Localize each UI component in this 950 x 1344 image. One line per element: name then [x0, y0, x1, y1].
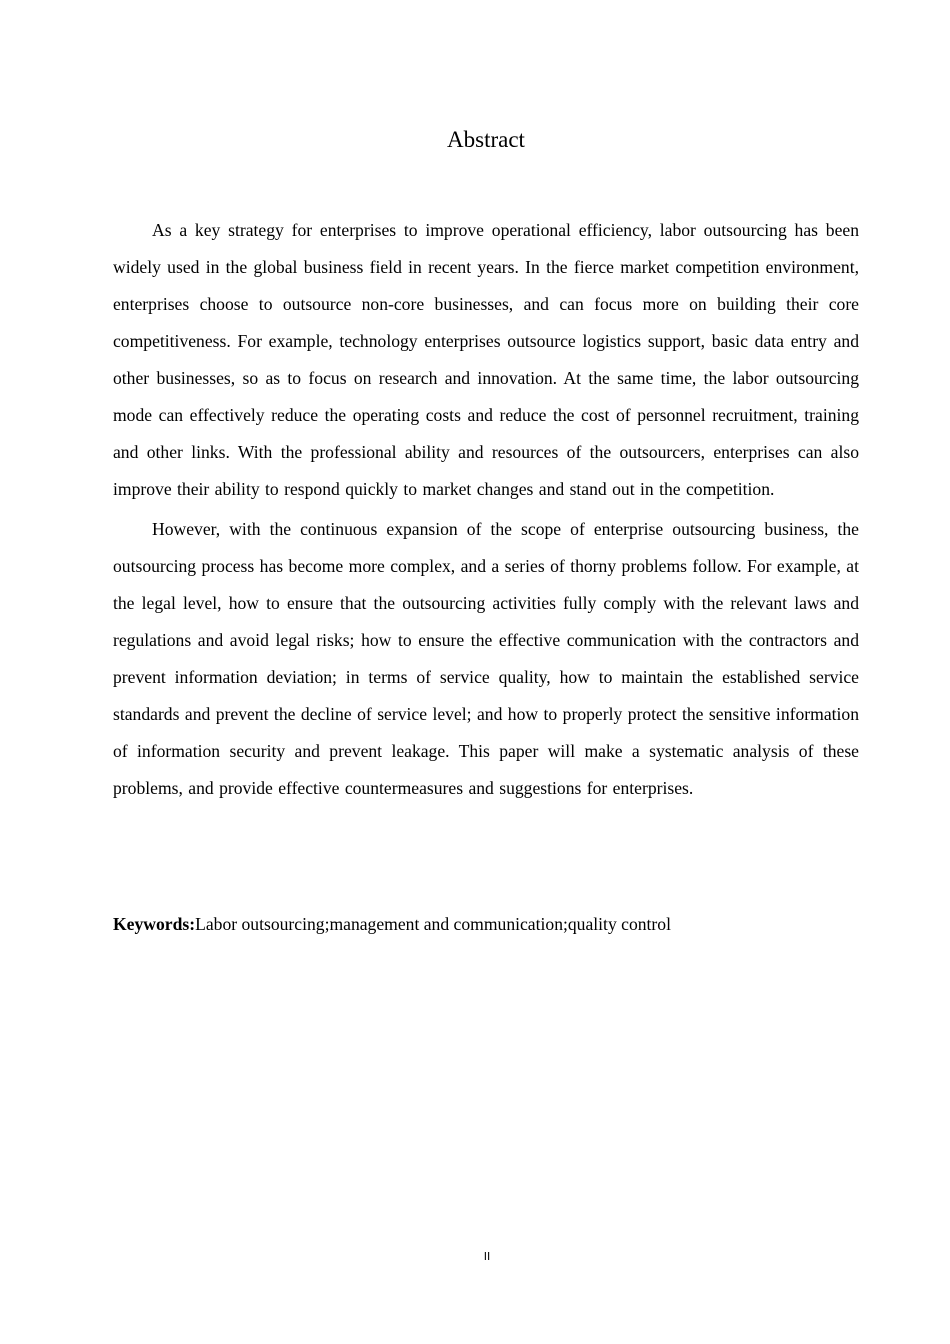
abstract-paragraph-1: As a key strategy for enterprises to improve operational efficiency, labor outsourcing has been widely used in the global business field in recent years. In the fierce market competition environment, enterprises choose to outsource non-core businesses, and can focus more on building their core competitiveness. For example, technology enterprises outsource logistics support, basic data entry and other businesses, so as to focus on research and innovation. At the same time, the labor outsourcing mode can effectively reduce the operating costs and reduce the cost of personnel recruitment, training and other links. With the professional ability and resources of the outsourcers, enterprises can also improve their ability to respond quickly to market changes and stand out in the competition. [113, 220, 859, 499]
page-title: Abstract [447, 127, 525, 152]
keywords-text: Labor outsourcing;management and communication;quality control [195, 914, 671, 934]
keywords-label: Keywords: [113, 914, 196, 934]
abstract-paragraph-2: However, with the continuous expansion of the scope of enterprise outsourcing business, the outsourcing process has become more complex, and a series of thorny problems follow. For example, at the legal level, how to ensure that the outsourcing activities fully comply with the relevant laws and regulations and avoid legal risks; how to ensure the effective communication with the contractors and prevent information deviation; in terms of service quality, how to maintain the established service standards and prevent the decline of service level; and how to properly protect the sensitive information of information security and prevent leakage. This paper will make a systematic analysis of these problems, and provide effective countermeasures and suggestions for enterprises. [113, 519, 859, 798]
keywords-line [113, 908, 859, 940]
page-number: II [483, 1250, 491, 1263]
abstract-body [113, 212, 859, 810]
